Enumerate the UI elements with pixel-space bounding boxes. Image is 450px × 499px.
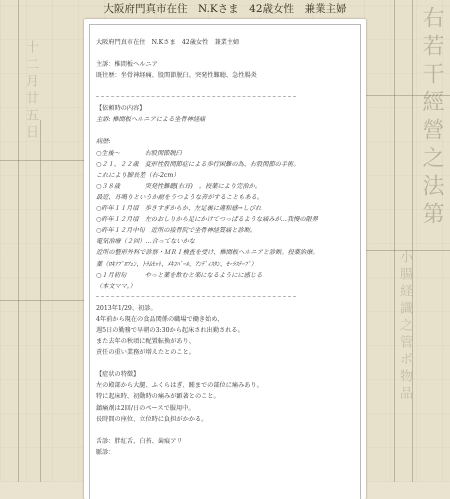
section-divider: [96, 96, 296, 98]
diagnosis-text: 主訴：椎間板ヘルニア: [96, 61, 158, 69]
course-line: ○昨年１２月中旬 近所の接骨院で坐骨神経質痛と診断。: [96, 227, 257, 235]
page-header-title: 大阪府門真市在住 N.Kさま 42歳女性 兼業主婦: [103, 3, 347, 15]
course-line: ○２１、２２歳 変形性股関節症による歩行困難の為、右股関節の手術。: [96, 160, 300, 168]
tongue-diagnosis-text: 舌診：胖紅舌、白苔、歯痕アリ: [96, 437, 183, 445]
pulse-diagnosis-text: 脈診：: [96, 448, 115, 456]
document-card: [84, 19, 366, 499]
background-vertical-text-left: 十二月廿五日: [23, 40, 38, 142]
symptom-heading: 【症状の特徴】: [96, 371, 140, 379]
background-vertical-text-right-lower: 小腸経識之管ボ物品: [397, 250, 412, 403]
course-line: 最近、耳鳴りというか耐をうつような音がすることもある。: [96, 193, 264, 201]
document-title: 大阪府門真市在住 N.Kさま 42歳女性 兼業主婦: [96, 39, 240, 46]
course-line: ○１月初旬 やっと薬を飲むと楽になるようにに感じる: [96, 271, 263, 279]
medical-history-text: 既往歴：坐骨神経痛、股関節脱臼、突発性難聴、急性腸炎: [96, 72, 257, 80]
section-divider: [96, 296, 296, 298]
symptom-line: 長時間の座位、立位時に負担がかかる。: [96, 415, 208, 423]
request-main-text: 主訴: 椎間板ヘルニアによる坐骨神経痛: [96, 116, 206, 124]
visit-line: また去年の秋頃に配置転換があり、: [96, 338, 195, 346]
course-line: ○昨年１１月頃 歩きすぎからか、左足裏に違和感→しびれ: [96, 205, 262, 213]
visit-line: 週5日の勤務で早朝の3:30から起床され出勤される。: [96, 326, 244, 334]
request-heading: 【依頼時の内容】: [96, 105, 146, 113]
symptom-line: 特に起床時、初動時の痛みが顕著とのこと。: [96, 393, 220, 401]
course-line: ○昨年１２月頃 左のおしりから足にかけてつっぱるような痛みが…我慢の限界: [96, 216, 318, 224]
symptom-line: 左の殿部から大腿、ふくらはぎ、踵までの部位に痛みあり。: [96, 382, 263, 390]
visit-line: 責任の重い業務が増えたとのこと。: [96, 349, 195, 357]
visit-line: 2013年1/29、初診。: [96, 304, 157, 312]
course-line: 近所の整形外科で診察・ＭＲＩ検査を受け、椎間板ヘルニアと診断。投薬治療。: [96, 249, 319, 257]
course-line: ○３８歳 突発性難聴(右耳) 。投薬により完治か。: [96, 182, 261, 190]
visit-line: 4年前から現在の食品関係の職場で働き始め、: [96, 315, 224, 323]
course-line: これにより脚長差（右-2cm）: [96, 171, 180, 179]
symptom-line: 鎮痛剤は2回/日のペースで服用中。: [96, 404, 195, 412]
background-vertical-text-right: 右若干經營之法第: [419, 6, 444, 230]
course-line: （本文ママ。）: [96, 282, 136, 290]
course-line: 電気治療（２回）…合ってないかな: [96, 238, 195, 246]
document-content: [96, 37, 346, 458]
course-line: ○生後～ 右股関節脱臼: [96, 149, 182, 157]
course-heading: 病歴:: [96, 138, 111, 146]
course-line: 薬（ﾛｷｿﾌﾟﾛﾌｪﾝ、ﾄﾗﾑｾｯﾄ、ﾒｷｺﾊﾞｰﾙ、ｱﾝﾃﾞｨｽﾀﾝ、ﾓｰﾗｽﾃｰﾌﾟ）: [96, 260, 257, 268]
